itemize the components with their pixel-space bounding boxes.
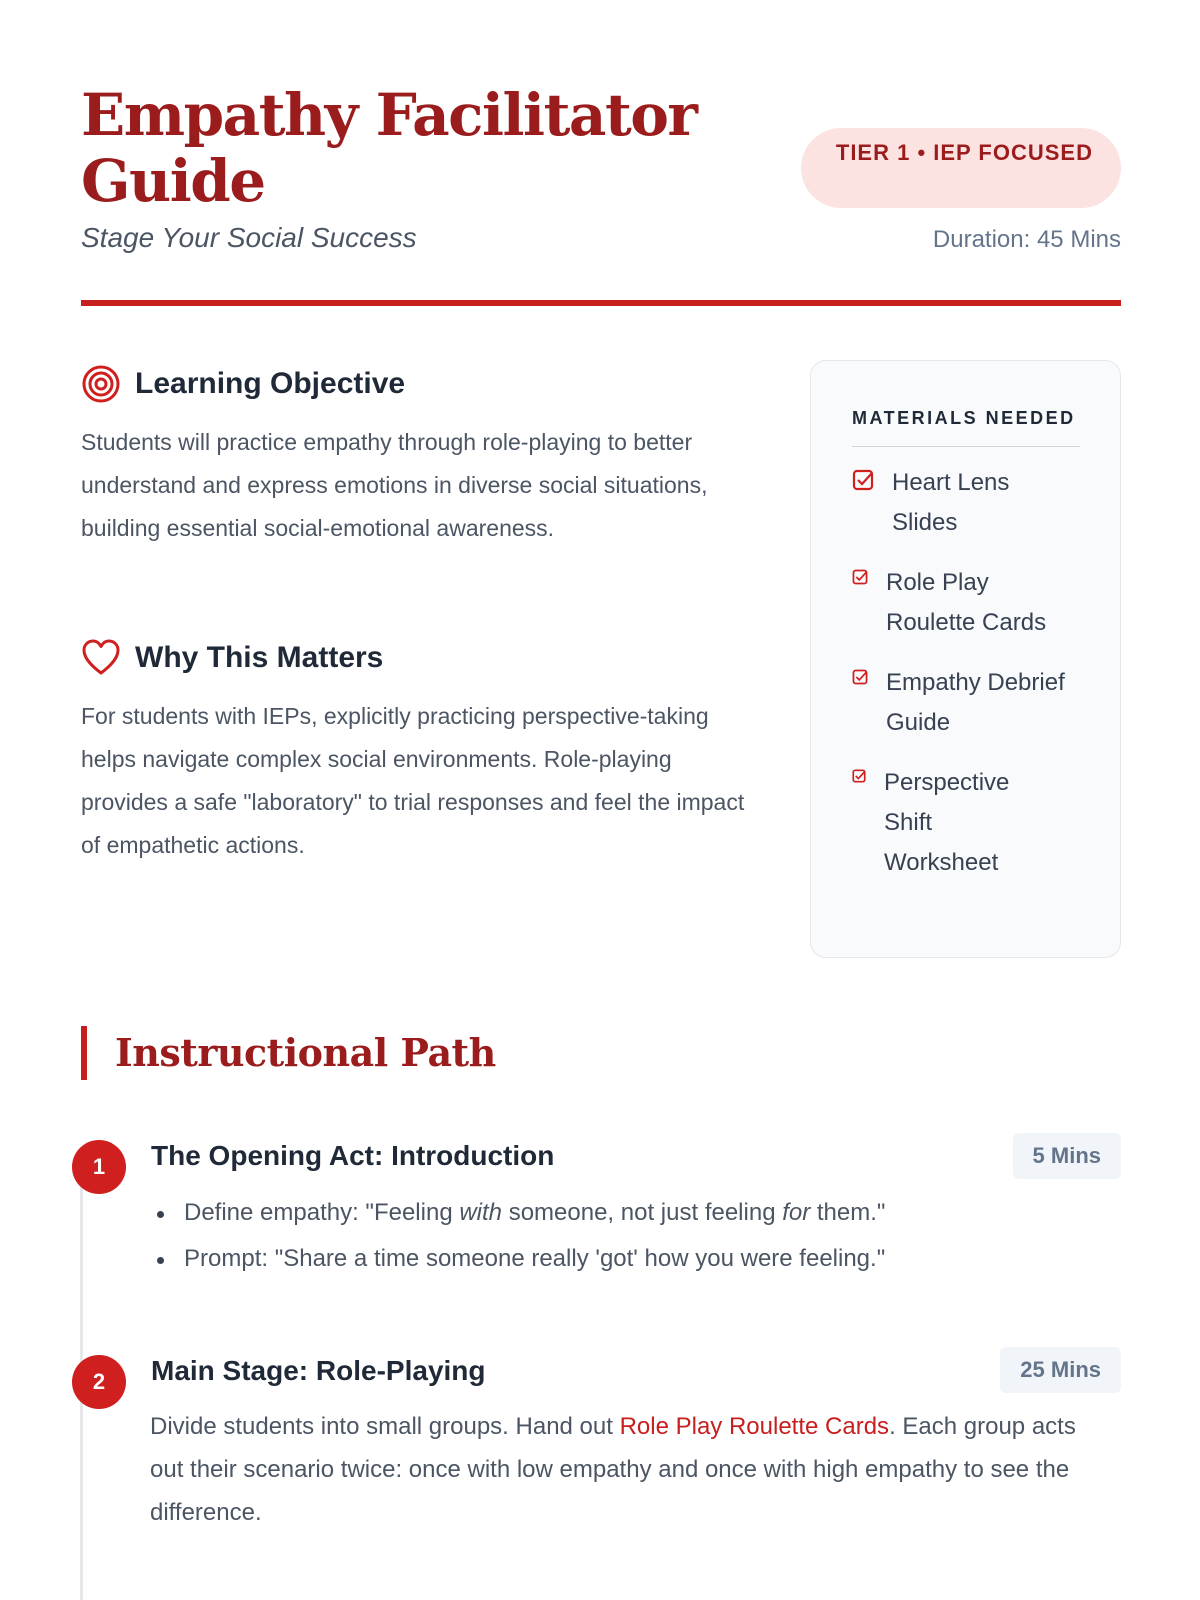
instructional-path-title: Instructional Path	[81, 1026, 496, 1080]
list-item	[852, 763, 1080, 883]
page-title: Empathy Facilitator Guide	[81, 81, 697, 215]
list-item: Define empathy: "Feeling with someone, not just feeling for them."	[150, 1190, 885, 1236]
material-label: Perspective Shift Worksheet	[884, 769, 1010, 876]
step-number-badge: 1	[72, 1140, 126, 1194]
list-item	[852, 663, 1080, 743]
page-subtitle: Stage Your Social Success	[81, 222, 417, 253]
step-title: The Opening Act: Introduction	[151, 1140, 555, 1171]
why-title: Why This Matters	[135, 641, 384, 674]
why-heading	[81, 638, 383, 678]
header-divider	[81, 300, 1121, 306]
step-number-badge: 2	[72, 1355, 126, 1409]
materials-title: MATERIALS NEEDED	[852, 405, 1080, 447]
step-title: Main Stage: Role-Playing	[151, 1355, 486, 1386]
step-duration: 5 Mins	[1013, 1133, 1121, 1179]
step-description: Divide students into small groups. Hand out Role Play Roulette Cards. Each group acts out their scenario twice: once with low empathy and once with high empathy to see the difference.	[150, 1413, 1076, 1526]
checkbox-icon	[852, 669, 868, 685]
materials-card	[810, 360, 1121, 958]
target-icon	[81, 364, 121, 404]
objective-text: Students will practice empathy through role-playing to better understand and express emotions in diverse social situations, building essential social-emotional awareness.	[81, 429, 708, 541]
step-duration: 25 Mins	[1000, 1347, 1121, 1393]
material-label: Empathy Debrief Guide	[886, 669, 1065, 736]
list-item	[852, 563, 1080, 643]
material-label: Role Play Roulette Cards	[886, 569, 1047, 636]
checkbox-icon	[852, 469, 874, 491]
why-text: For students with IEPs, explicitly practicing perspective-taking helps navigate complex social environments. Role-playing provides a safe "laboratory" to trial responses and feel the impact of empathetic actions.	[81, 703, 745, 858]
step-bullets	[150, 1190, 885, 1282]
objective-title: Learning Objective	[135, 367, 406, 400]
list-item: Prompt: "Share a time someone really 'got' how you were feeling."	[150, 1236, 885, 1282]
tier-badge: TIER 1 • IEP FOCUSED	[801, 128, 1121, 208]
materials-list	[852, 463, 1080, 883]
objective-heading	[81, 364, 405, 404]
page-header	[81, 82, 1121, 262]
list-item	[852, 463, 1080, 543]
heart-icon	[81, 638, 121, 678]
material-label: Heart Lens Slides	[892, 469, 1010, 536]
material-reference-link: Role Play Roulette Cards	[619, 1413, 890, 1440]
duration-label: Duration: 45 Mins	[932, 226, 1121, 253]
checkbox-icon	[852, 769, 866, 783]
checkbox-icon	[852, 569, 868, 585]
